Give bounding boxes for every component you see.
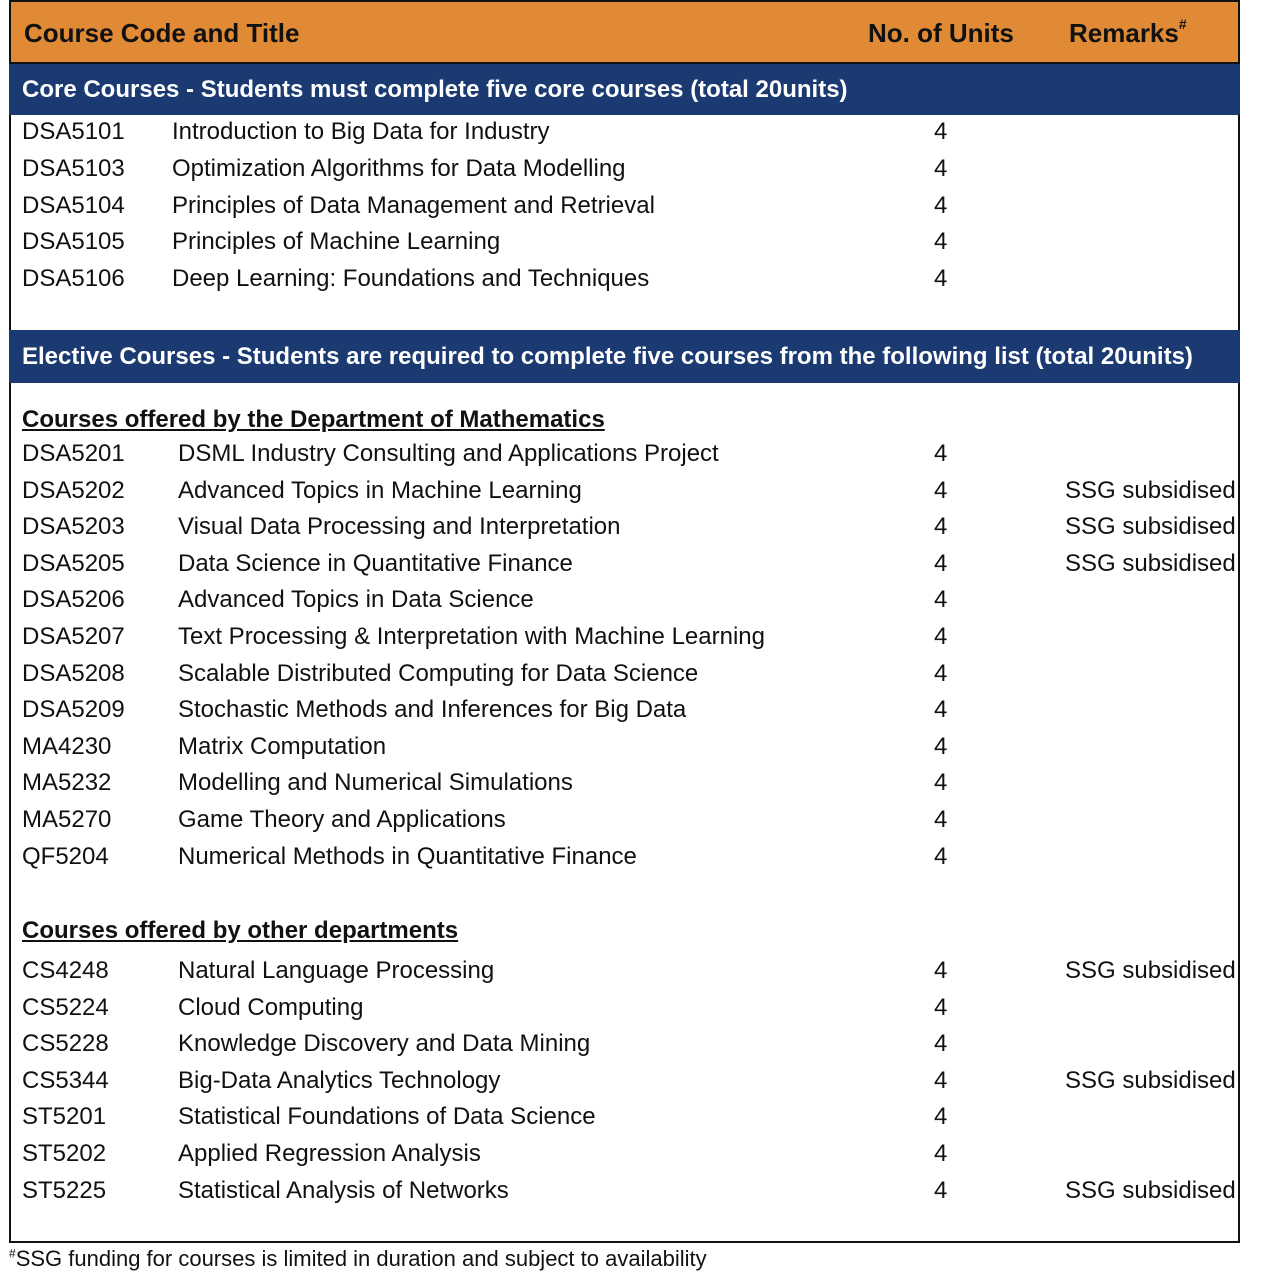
course-code: DSA5206 (22, 586, 125, 614)
course-title: Deep Learning: Foundations and Techniques (172, 265, 650, 293)
course-code: DSA5208 (22, 659, 125, 687)
course-units: 4 (934, 769, 948, 797)
footnote-text: SSG funding for courses is limited in duration and subject to availability (15, 1246, 707, 1271)
course-title: Visual Data Processing and Interpretation (178, 513, 621, 541)
course-units: 4 (934, 228, 948, 256)
course-units: 4 (934, 191, 948, 219)
footnote-mark: # (9, 1246, 16, 1261)
table-row (22, 1140, 1234, 1176)
header-remarks-mark: # (1178, 16, 1187, 32)
course-code: DSA5106 (22, 265, 125, 293)
course-code: DSA5202 (22, 476, 125, 504)
course-title: Principles of Machine Learning (172, 228, 501, 256)
course-title: Numerical Methods in Quantitative Finance (178, 842, 637, 870)
table-row (22, 623, 1234, 659)
table-row (22, 477, 1234, 513)
course-code: ST5202 (22, 1140, 107, 1167)
table-row (22, 733, 1234, 769)
table-row (22, 660, 1234, 696)
table-row (22, 957, 1234, 993)
table-row (22, 1030, 1234, 1066)
course-units: 4 (934, 993, 948, 1021)
course-remark: SSG subsidised (1065, 549, 1236, 577)
course-code: CS5344 (22, 1066, 109, 1094)
table-row (22, 696, 1234, 732)
course-units: 4 (934, 476, 948, 504)
course-remark: SSG subsidised (1065, 1066, 1236, 1094)
course-code: ST5201 (22, 1103, 107, 1131)
course-title: Matrix Computation (178, 732, 387, 760)
course-units: 4 (934, 1030, 948, 1058)
course-code: CS4248 (22, 957, 109, 984)
course-code: DSA5201 (22, 440, 125, 467)
course-title: DSML Industry Consulting and Applications Project (178, 440, 719, 467)
course-title: Advanced Topics in Machine Learning (178, 476, 582, 504)
math-heading: Courses offered by the Department of Mathematics (22, 406, 605, 433)
table-row (22, 513, 1234, 549)
course-title: Modelling and Numerical Simulations (178, 769, 573, 797)
course-units: 4 (934, 513, 948, 541)
course-units: 4 (934, 623, 948, 650)
course-code: DSA5205 (22, 549, 125, 577)
course-units: 4 (934, 659, 948, 687)
course-units: 4 (934, 1103, 948, 1131)
course-code: ST5225 (22, 1176, 107, 1204)
course-title: Principles of Data Management and Retrieval (172, 191, 655, 219)
course-code: DSA5207 (22, 623, 125, 650)
course-code: DSA5209 (22, 696, 125, 724)
course-title: Optimization Algorithms for Data Modelling (172, 154, 626, 182)
table-row (22, 1177, 1234, 1213)
course-title: Scalable Distributed Computing for Data Science (178, 659, 699, 687)
course-units: 4 (934, 957, 948, 984)
course-code: CS5228 (22, 1030, 109, 1058)
table-row (22, 155, 1234, 191)
course-title: Text Processing & Interpretation with Machine Learning (178, 623, 765, 650)
course-units: 4 (934, 118, 948, 145)
course-units: 4 (934, 586, 948, 614)
course-title: Introduction to Big Data for Industry (172, 118, 550, 145)
course-units: 4 (934, 440, 948, 467)
course-title: Statistical Foundations of Data Science (178, 1103, 596, 1131)
table-row (22, 440, 1234, 476)
header-remarks-label: Remarks (1069, 18, 1179, 48)
table-row (22, 806, 1234, 842)
course-remark: SSG subsidised (1065, 476, 1236, 504)
course-code: DSA5203 (22, 513, 125, 541)
course-units: 4 (934, 265, 948, 293)
course-title: Statistical Analysis of Networks (178, 1176, 509, 1204)
course-code: QF5204 (22, 842, 109, 870)
table-row (22, 769, 1234, 805)
table-row (22, 994, 1234, 1030)
course-remark: SSG subsidised (1065, 513, 1236, 541)
course-units: 4 (934, 732, 948, 760)
course-code: DSA5103 (22, 154, 125, 182)
course-units: 4 (934, 1066, 948, 1094)
course-units: 4 (934, 696, 948, 724)
header-units: No. of Units (868, 18, 1014, 48)
course-code: MA4230 (22, 732, 112, 760)
table-row (22, 843, 1234, 879)
course-title: Natural Language Processing (178, 957, 495, 984)
table-header (9, 0, 1240, 64)
header-course: Course Code and Title (24, 18, 300, 48)
course-title: Big-Data Analytics Technology (178, 1066, 501, 1094)
course-title: Cloud Computing (178, 993, 364, 1021)
course-units: 4 (934, 1176, 948, 1204)
footnote (9, 1246, 707, 1272)
table-row (22, 1067, 1234, 1103)
course-code: MA5232 (22, 769, 112, 797)
course-title: Stochastic Methods and Inferences for Big Data (178, 696, 687, 724)
header-remarks (1069, 18, 1187, 49)
course-code: DSA5105 (22, 228, 125, 256)
table-row (22, 550, 1234, 586)
course-units: 4 (934, 154, 948, 182)
elective-band: Elective Courses - Students are required to complete five courses from the following list (total 20units) (9, 330, 1240, 383)
course-remark: SSG subsidised (1065, 957, 1236, 984)
table-row (22, 118, 1234, 154)
course-title: Knowledge Discovery and Data Mining (178, 1030, 591, 1058)
course-units: 4 (934, 549, 948, 577)
course-title: Applied Regression Analysis (178, 1140, 481, 1167)
course-code: DSA5101 (22, 118, 125, 145)
table-row (22, 1103, 1234, 1139)
other-heading: Courses offered by other departments (22, 917, 459, 944)
table-row (22, 265, 1234, 301)
course-code: MA5270 (22, 806, 112, 833)
course-title: Data Science in Quantitative Finance (178, 549, 573, 577)
course-code: DSA5104 (22, 191, 125, 219)
course-remark: SSG subsidised (1065, 1176, 1236, 1204)
course-units: 4 (934, 806, 948, 833)
course-units: 4 (934, 1140, 948, 1167)
course-code: CS5224 (22, 993, 109, 1021)
table-row (22, 192, 1234, 228)
course-units: 4 (934, 842, 948, 870)
core-band: Core Courses - Students must complete five core courses (total 20units) (9, 64, 1240, 115)
course-title: Game Theory and Applications (178, 806, 506, 833)
table-row (22, 586, 1234, 622)
table-row (22, 228, 1234, 264)
course-title: Advanced Topics in Data Science (178, 586, 534, 614)
